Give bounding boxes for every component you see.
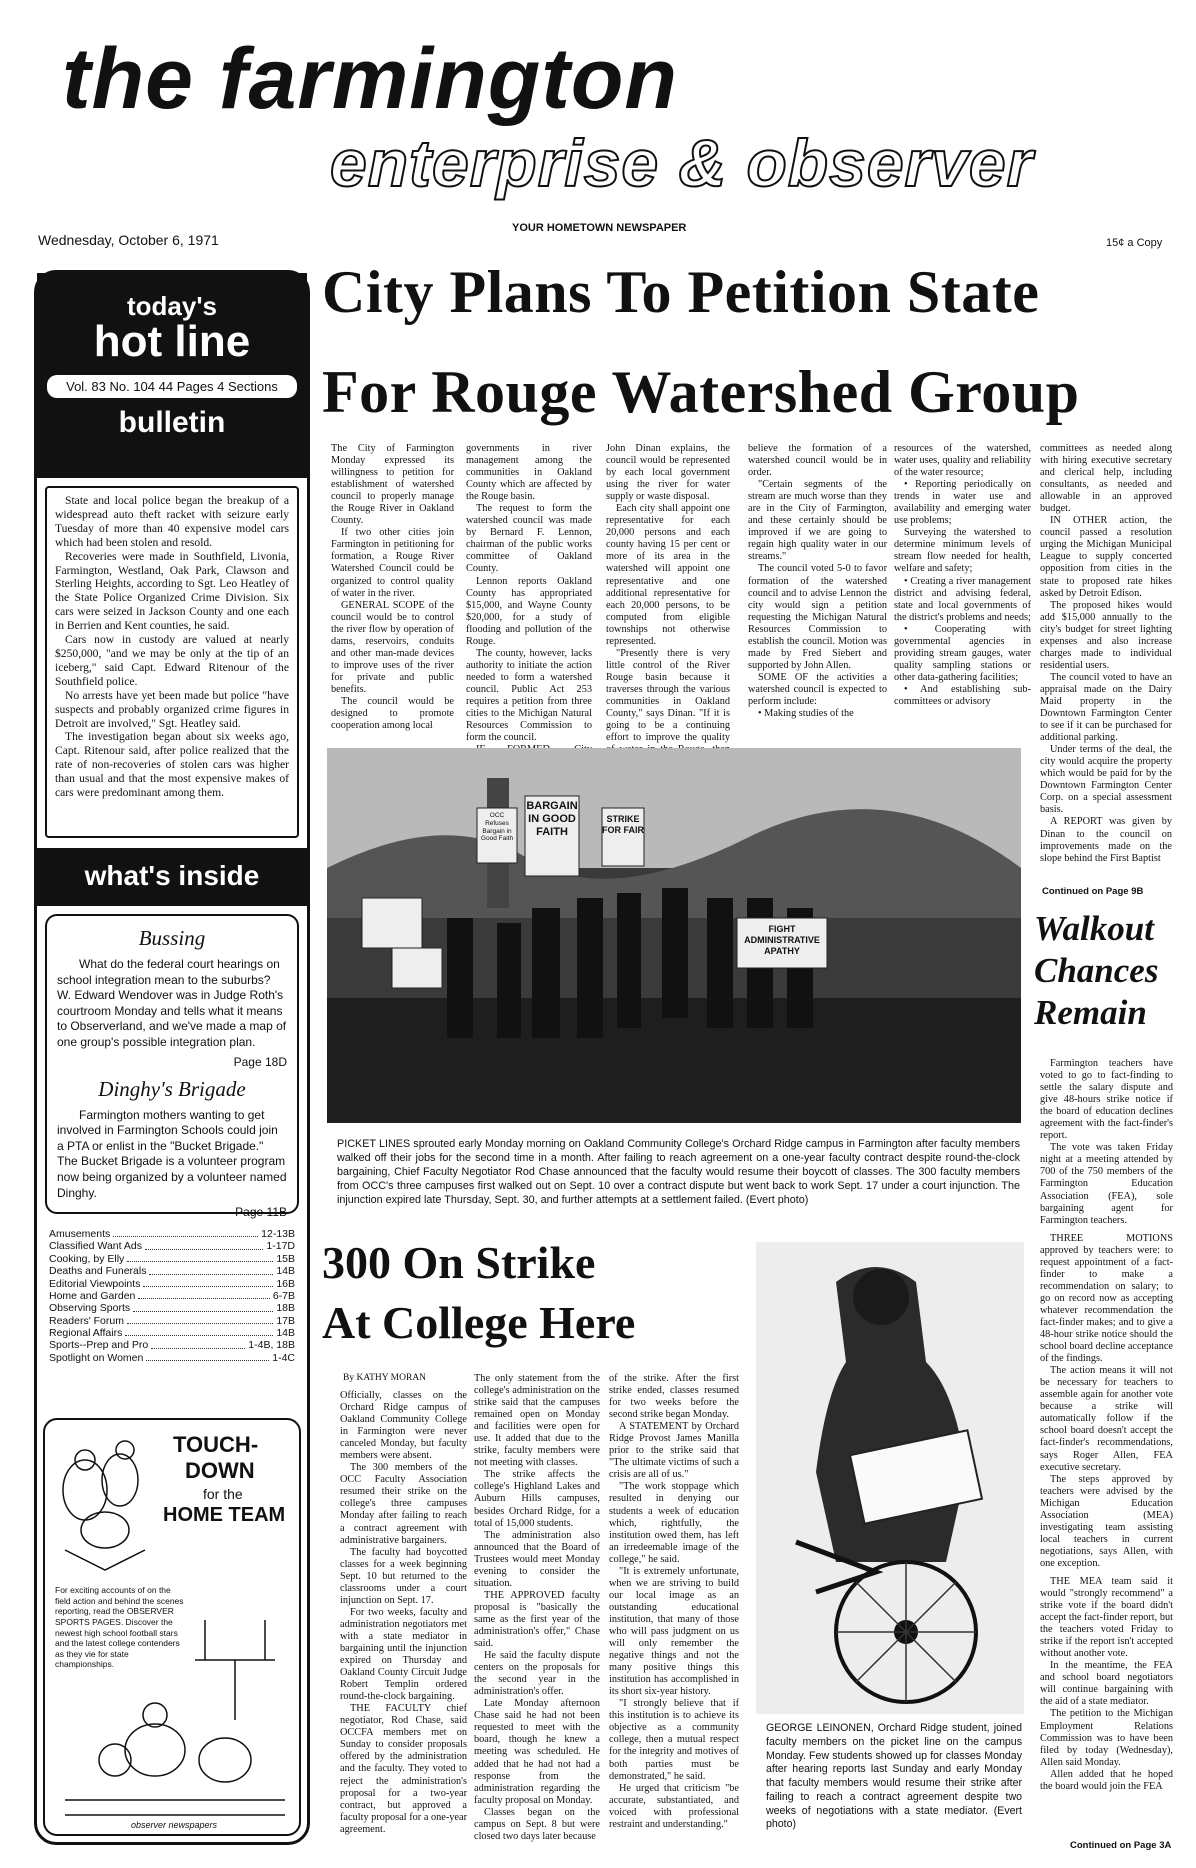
strike-headline-2: At College Here (322, 1297, 636, 1348)
ad-line1: TOUCH- (173, 1432, 259, 1457)
strike-col-2 (474, 1373, 600, 1842)
column-paragraph: The administration also announced that the Board of Trustees would meet Monday evening to consider the situation. (474, 1529, 600, 1589)
toc-row[interactable]: Observing Sports 18B (49, 1302, 295, 1315)
bulletin-para: No arrests have yet been made but police "have suspects and probably organized crime figures in Detroit are involved," Sgt. Heatley said. (55, 688, 289, 730)
ad-text: For exciting accounts of on the field action and behind the scenes reporting, read the OBSERVER SPORTS PAGES. Discover the newest high school football stars and the latest college contenders as they vie for state championships. (55, 1585, 184, 1670)
column-paragraph: John Dinan explains, the council would be represented by each local government using the river for water supply or waste disposal. (606, 443, 730, 503)
column-paragraph: • Making studies of the (758, 708, 854, 720)
main-headline-1: City Plans To Petition State (322, 259, 1040, 325)
main-col-5 (894, 443, 1031, 733)
column-paragraph: IN OTHER action, the council passed a resolution urging the Michigan Municipal League to supply concerted opposition from cities in the state to proposed rate hikes asked by Detroit Edison. (1040, 515, 1172, 599)
walkout-para: The action means it will not be necessary for teachers to assemble again for another vote because a strike will automatically follow if the school board doesn't accept the fact-finder's recommendations, says Roger Allen, FEA executive secretary. (1040, 1365, 1173, 1473)
student-bicycle-art (756, 1242, 1024, 1714)
main-col-text (606, 443, 730, 768)
column-paragraph: "Presently there is very little control of the River Rouge basin because it traverses through the various communities in Oakland County," says Dinan. "If it is going to be a continuing effort to improve the quality (606, 647, 730, 744)
main-col-6 (1040, 443, 1172, 881)
column-paragraph: Lennon reports Oakland County has appropriated $15,000, and Wayne County $20,000, for a study of flooding and pollution of the Rouge. (466, 575, 592, 647)
column-paragraph: The strike affects the college's Highland Lakes and Auburn Hills campuses, besides Orchard Ridge, for a total of 15,000 students. (474, 1469, 600, 1529)
inside-item-bussing-title: Bussing (138, 926, 206, 950)
column-paragraph: believe the formation of a watershed council would be in order. (748, 443, 887, 479)
toc-row[interactable]: Cooking, by Elly 15B (49, 1252, 295, 1265)
picket-photo-caption: PICKET LINES sprouted early Monday morning on Oakland Community College's Orchard Ridge campus in Farmington after faculty members walked off their jobs for the second time in a month. After failing to reach agreement on a one-year faculty contract despite round-the-clock bargaining, Chief Faculty Negotiator Rod Chase announced that the faculty would resume their boycott of classes. The 300 faculty members from OCC's three campuses first walked out on Sept. 10 over a contract dispute but went back to work Sept. 17 under a court injunction. The injunction expired late Thursday, Sept. 30, and further attempts at a settlement failed. (Evert photo) (337, 1138, 1020, 1207)
sign-strike: STRIKE FOR FAIR (602, 814, 644, 835)
walkout-para: The vote was taken Friday night at a meeting attended by 700 of the 750 members of the Farmington Education Association (FEA), sole bargaining agent for Farmington teachers. (1040, 1142, 1173, 1226)
hotline-main: hot line (93, 317, 251, 366)
column-paragraph: resources of the watershed, water uses, quality and reliability of the water resource; (894, 443, 1031, 479)
main-col-1 (331, 443, 454, 733)
walkout-para: The petition to the Michigan Employment Relations Commission was to have been filed by today (Wednesday), Allen said Monday. (1040, 1708, 1173, 1768)
column-paragraph: Late Monday afternoon Chase said he had not been requested to meet with the board, though he knew a meeting was scheduled. He added that he had not had a response from the administration regarding the faculty proposal on Monday. (474, 1698, 600, 1806)
column-paragraph: The council voted 5-0 to favor formation of the watershed council and to advise Lennon the city would sign a petition requesting the Michigan Natural Resources Commission to establish the council. Motion was made by Fred Siebert and supported by John Allen. (748, 563, 887, 671)
hotline-box (37, 273, 307, 478)
column-paragraph: "I strongly believe that if this institution is to achieve its objective as a community college, then a mutual respect for the integrity and motives of both parties must be demonstrated," he said. (609, 1698, 739, 1782)
inside-item-dinghy-text: Farmington mothers wanting to get involved in Farmington Schools could join a PTA or enlist in the "Bucket Brigade." The Bucket Brigade is a volunteer program now being organized by a volunteer named Dinghy. (57, 1107, 287, 1200)
walkout-para: THE MEA team said it would "strongly recommend" a strike vote if the board didn't accept the fact-finder report, but the teachers voted Friday to strike if the report isn't accepted without another vote. (1040, 1575, 1173, 1660)
sign-fight: FIGHT ADMINISTRATIVE APATHY (744, 924, 820, 956)
column-paragraph: The only statement from the college's administration on the strike said that the campuses remained open on Monday and facilities were open for use. It added that due to the strike, faculty members were not meeting with classes. (474, 1373, 600, 1469)
column-paragraph: committees as needed along with hiring executive secretary and clerical help, including consultants, as needed and allowable in an approved budget. (1040, 443, 1172, 515)
inside-item-dinghy-page[interactable]: Page 11B (235, 1205, 287, 1220)
column-paragraph: A REPORT was given by Dinan to the council on improvements made on the slope behind the First Baptist (1040, 816, 1172, 864)
strike-col-text (474, 1373, 600, 1843)
sign-occ: OCC Refuses Bargain in Good Faith (480, 812, 514, 843)
column-paragraph: THE FACULTY chief negotiator, Rod Chase, said OCCFA members met on Sunday to consider proposals offered by the administration and the faculty. They voted to reject the administration's proposal for a two-year contract, but approved a faculty proposal for a one-year agreement. (340, 1703, 467, 1835)
walkout-para: THREE MOTIONS approved by teachers were: to request appointment of a fact-finder to make a recommendation on salary; to go on record now as accepting whatever recommendation the fact-finder makes; and to give a 48-hour strike notice should the school board decline acceptance of the findings. (1040, 1232, 1173, 1365)
sign-bargain: BARGAIN IN GOOD FAITH (526, 800, 578, 839)
picket-photo-art (327, 748, 1021, 1123)
column-paragraph: The council voted to have an appraisal made on the Dairy Maid property in the Downtown Farmington Center to see if it can be purchased for additional parking. (1040, 671, 1172, 744)
strike-col-1 (340, 1390, 467, 1835)
inside-item-bussing-page[interactable]: Page 18D (233, 1054, 287, 1069)
column-paragraph: He urged that criticism "be accurate, substantiated, and voiced with professional restraint and understanding." (609, 1782, 739, 1830)
walkout-column (1040, 1058, 1173, 1828)
bulletin-para: State and local police began the breakup of a widespread auto theft racket with seizure early Tuesday of more than 40 expensive model cars which had been stolen and resold. (55, 494, 289, 549)
walkout-para: The steps approved by teachers were advised by the Michigan Education Association (MEA) investigating team assisting local teachers in current negotiations, says Allen, with one exception. (1040, 1473, 1173, 1569)
masthead-tagline: YOUR HOMETOWN NEWSPAPER (512, 222, 687, 234)
price: 15¢ a Copy (1106, 237, 1163, 249)
column-paragraph: Each city shall appoint one representative for each 20,000 persons and each county having 15 per cent or more of its area in the watershed will appoint one representative and one additional representative for each 20,000 persons, to be computed from eligible townships not otherwise represented. (606, 503, 730, 647)
bulletin-para: Cars now in custody are valued at nearly $250,000, "and we may be only at the tip of an iceberg," said Capt. Edward Ritenour of the Southfield police. (55, 633, 289, 688)
bulletin-box (45, 486, 299, 838)
column-paragraph: The county, however, lacks authority to initiate the action needed to form a watershed council. Public Act 253 requires a petition from three cities to the Michigan Natural Resources Commission to form the council. (466, 647, 592, 744)
toc-row[interactable]: Home and Garden 6-7B (49, 1289, 295, 1302)
toc-row[interactable]: Spotlight on Women 1-4C (49, 1351, 295, 1364)
walkout-para: Allen added that he hoped the board would join the FEA (1040, 1768, 1173, 1792)
column-paragraph: • Creating a river management district and advising federal, state and local governments of the district's problems and needs; (894, 575, 1031, 623)
column-paragraph: of the strike. After the first strike ended, classes resumed for two weeks before the second strike began Monday. (609, 1373, 739, 1421)
column-paragraph: • Reporting periodically on trends in water use and availability and emerging water use problems; (894, 479, 1031, 527)
column-paragraph: Classes began on the campus on Sept. 8 but were closed two days later because (474, 1806, 600, 1842)
bulletin-para: The investigation began about six weeks ago, Capt. Ritenour said, after police realized that the rate of non-recoveries of stolen cars was higher than usual and that the most expensive makes of cars were predominant among them. (55, 730, 289, 800)
inside-item-bussing-text: What do the federal court hearings on school integration mean to the suburbs? W. Edward Wendover was in Judge Roth's courtroom Monday and tells what it means to Observerland, and we've made a map of one group's possible integration plan. (57, 957, 287, 1049)
main-col-4 (748, 443, 887, 733)
student-photo-caption: GEORGE LEINONEN, Orchard Ridge student, joined faculty members on the picket line on the campus Monday. Few students showed up for classes Monday after hearing reports last Sunday and early Monday that faculty members would resume their strike after failing to reach a contract agreement despite two weeks of negotiations with a state mediator. (Evert photo) (766, 1722, 1022, 1831)
main-col-2 (466, 443, 592, 744)
strike-byline: By KATHY MORAN (343, 1373, 427, 1383)
picket-line-photo (327, 748, 1021, 1123)
column-paragraph: • And establishing sub-committees or advisory (894, 683, 1031, 707)
column-paragraph: The council would be designed to promote cooperation among local (331, 695, 454, 732)
walkout-continued[interactable]: Continued on Page 3A (1070, 1840, 1172, 1851)
column-paragraph: If two other cities join Farmington in petitioning for formation, a Rouge River Watershed Council could be organized to control quality of water in the river. (331, 527, 454, 599)
bulletin-para: Recoveries were made in Southfield, Livonia, Farmington, Westland, Oak Park, Clawson and Sterling Heights, according to Sgt. Leo Heatley of the State Police Organized Crime Division. Six cars were seized in Jackson County and one each in Berrien and Kent counties, he said. (55, 549, 289, 633)
toc-row[interactable]: Regional Affairs 14B (49, 1327, 295, 1339)
toc-row[interactable]: Sports--Prep and Pro 1-4B, 18B (49, 1339, 295, 1352)
column-paragraph: "The work stoppage which resulted in denying our students a week of education which, rightfully, the institution owed them, has left an irredeemable image of the college," he said. (609, 1481, 739, 1565)
strike-col-3 (609, 1373, 739, 1833)
main-col-text (894, 443, 1031, 708)
strike-headline-1: 300 On Strike (322, 1237, 596, 1288)
column-paragraph: Under terms of the deal, the city would acquire the property which would be paid for by the Downtown Farmington Center Corp. on a special assessment basis. (1040, 744, 1172, 816)
column-paragraph: governments in river management among the communities in Oakland County which are affected by the Rouge basin. (466, 443, 592, 503)
ad-line2: DOWN (185, 1458, 255, 1483)
bulletin-heading: bulletin (118, 406, 226, 440)
masthead-line1: the farmington (62, 31, 678, 127)
inside-heading: what's inside (37, 848, 307, 906)
student-photo (756, 1242, 1024, 1714)
column-paragraph: GENERAL SCOPE of the council would be to control the river flow by operation of dams, reservoirs, conduits and other man-made devices to improve uses of the river for private and public benefits. (331, 599, 454, 695)
ad-footer[interactable]: observer newspapers (130, 1820, 218, 1830)
main-col-text (1040, 443, 1172, 865)
sidebar (34, 270, 310, 1845)
toc-row[interactable]: Deaths and Funerals 14B (49, 1265, 295, 1278)
main-col-text (466, 443, 592, 768)
strike-col-text (609, 1373, 739, 1831)
main-col-text (748, 443, 887, 720)
column-paragraph: • Cooperating with governmental agencies in providing stream gauges, water quality sampling stations or other data-gathering facilities; (894, 623, 1031, 683)
column-paragraph: THE APPROVED faculty proposal is "basically the same as the first year of the administration's offer," Chase said. (474, 1589, 600, 1650)
issue-date: Wednesday, October 6, 1971 (38, 232, 219, 248)
toc-row[interactable]: Classified Want Ads 1-17D (49, 1240, 295, 1253)
column-paragraph: A STATEMENT by Orchard Ridge Provost James Manilla prior to the strike said that "The ultimate victims of such a crisis are all of us." (609, 1421, 739, 1481)
column-paragraph: The proposed hikes would add $15,000 annually to the city's budget for street lighting expenses and also increase charges made to individual residential users. (1040, 599, 1172, 671)
main-headline-2: For Rouge Watershed Group (322, 359, 1080, 425)
toc-row[interactable]: Readers' Forum 17B (49, 1314, 295, 1327)
main-continued[interactable]: Continued on Page 9B (1042, 886, 1144, 897)
column-paragraph: He said the faculty dispute centers on the proposals for the second year in the administration's offer. (474, 1650, 600, 1698)
column-paragraph: The request to form the watershed council was made by Bernard F. Lennon, chairman of the public works committee of Oakland County. (466, 503, 592, 575)
column-paragraph: The City of Farmington Monday expressed its willingness to petition for establishment of watershed council to properly manage the Rouge River in Oakland County. (331, 443, 454, 527)
masthead-line2: enterprise & observer (330, 126, 1034, 200)
strike-col-text (340, 1390, 467, 1836)
column-paragraph: "Certain segments of the stream are much worse than they are in the City of Farmington, and these certainly should be improved if we are going to regain high quality water in our streams." (748, 479, 887, 563)
toc-row[interactable]: Amusements 12-13B (49, 1228, 295, 1240)
column-paragraph: "It is extremely unfortunate, when we are striving to build our local image as an outstanding educational institution, that many of those who will pass judgment on us will only remember the negative things and not the many positive things this institution has accomplished in its short six-year history. (609, 1565, 739, 1698)
main-col-text (331, 443, 454, 732)
main-col-3 (606, 443, 730, 744)
column-paragraph: Surveying the watershed to determine minimum levels of stream flow needed for health, welfare and safety; (894, 527, 1031, 575)
ad-line3: for the (203, 1486, 243, 1502)
column-paragraph: SOME OF the activities a watershed council is expected to perform include: (748, 671, 887, 707)
inside-item-dinghy-title: Dinghy's Brigade (98, 1076, 246, 1101)
walkout-para: Farmington teachers have voted to go to fact-finding to settle the salary dispute and give 48-hours strike notice if the board of education declines agreement with the fact-finder's report. (1040, 1058, 1173, 1142)
volume-bar: Vol. 83 No. 104 44 Pages 4 Sections (47, 375, 297, 398)
toc-list (49, 1228, 295, 1364)
column-paragraph: The 300 members of the OCC Faculty Association resumed their strike on the college's three campuses Monday after failing to reach a contract agreement with administrative bargainers. (340, 1462, 467, 1546)
masthead (0, 0, 1196, 250)
column-paragraph: For two weeks, faculty and administration negotiators met with a state mediator in bargaining until the injunction expired on Thursday and Oakland County Circuit Judge Robert Templin ordered round-the-clock bargaining. (340, 1606, 467, 1703)
touchdown-ad (43, 1418, 301, 1836)
column-paragraph: The faculty had boycotted classes for a week beginning Sept. 10 but returned to the classrooms under a court injunction on Sept. 17. (340, 1546, 467, 1606)
walkout-para: In the meantime, the FEA and school board negotiators will continue bargaining with the aid of a state mediator. (1040, 1660, 1173, 1708)
inside-box (45, 914, 299, 1220)
ad-line4: HOME TEAM (163, 1504, 286, 1526)
hotline-top: today's (127, 291, 217, 321)
toc-row[interactable]: Editorial Viewpoints 16B (49, 1277, 295, 1290)
walkout-headline: Walkout Chances Remain (1034, 909, 1159, 1032)
column-paragraph: Officially, classes on the Orchard Ridge campus of Oakland Community College in Farmington were never canceled Monday, but faculty members were absent. (340, 1390, 467, 1462)
